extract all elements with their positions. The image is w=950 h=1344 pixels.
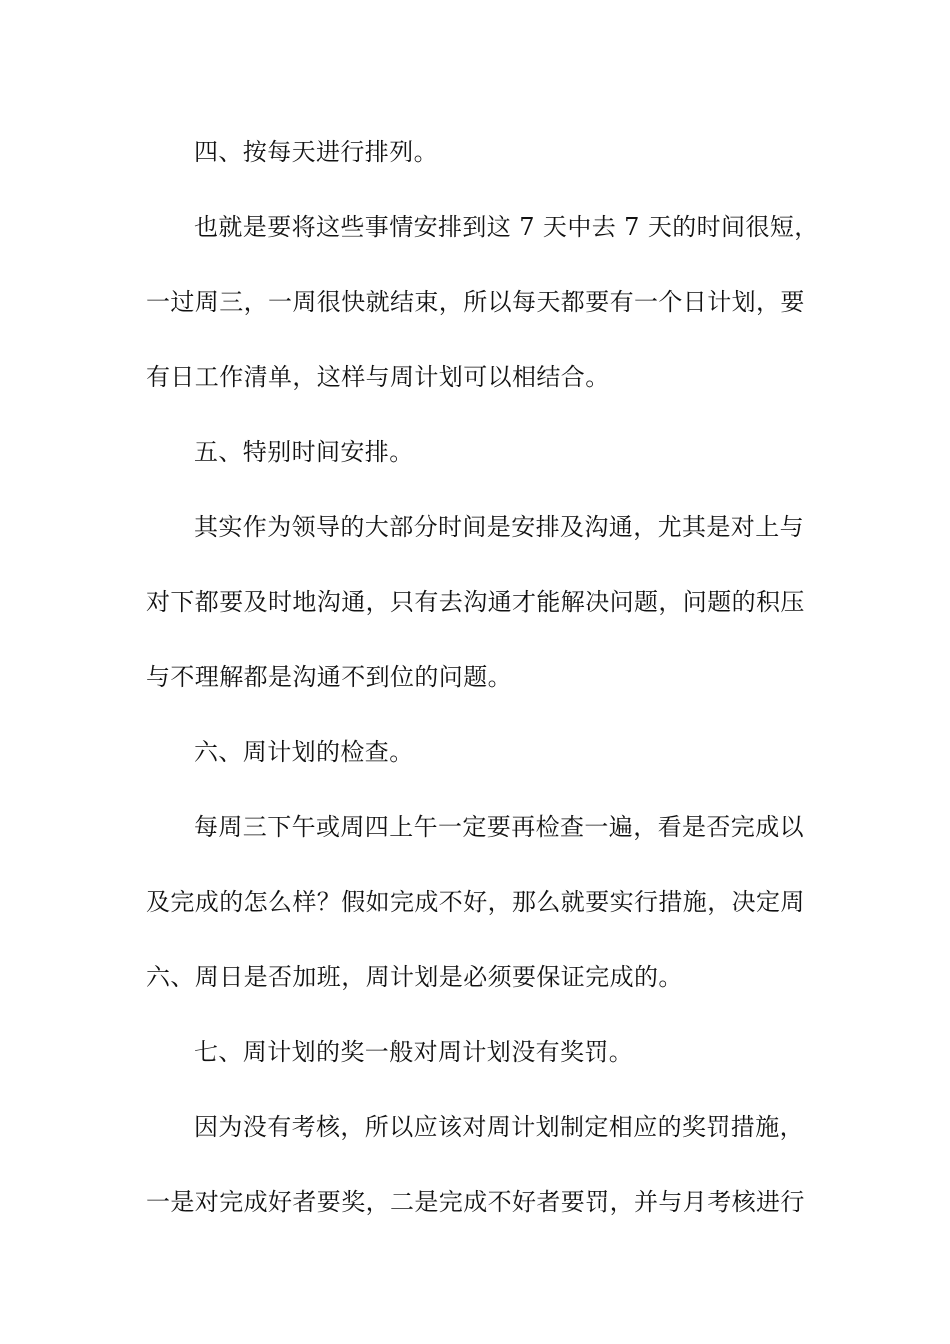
paragraph-line: 对下都要及时地沟通，只有去沟通才能解决问题，问题的积压 [146, 588, 805, 616]
paragraph-line: 一过周三，一周很快就结束，所以每天都要有一个日计划，要 [146, 288, 805, 316]
section-heading-6: 六、周计划的检查。 [194, 738, 414, 766]
paragraph-line: 六、周日是否加班，周计划是必须要保证完成的。 [146, 963, 683, 991]
section-heading-7: 七、周计划的奖一般对周计划没有奖罚。 [194, 1038, 634, 1066]
section-heading-4: 四、按每天进行排列。 [194, 138, 438, 166]
paragraph-line: 有日工作清单，这样与周计划可以相结合。 [146, 363, 610, 391]
paragraph-line: 因为没有考核，所以应该对周计划制定相应的奖罚措施， [194, 1113, 804, 1141]
paragraph-line: 与不理解都是沟通不到位的问题。 [146, 663, 512, 691]
paragraph-line: 一是对完成好者要奖，二是完成不好者要罚，并与月考核进行 [146, 1188, 805, 1216]
section-heading-5: 五、特别时间安排。 [194, 438, 414, 466]
paragraph-line: 每周三下午或周四上午一定要再检查一遍，看是否完成以 [194, 813, 804, 841]
paragraph-line: 也就是要将这些事情安排到这 7 天中去 7 天的时间很短， [194, 213, 819, 241]
paragraph-line: 其实作为领导的大部分时间是安排及沟通，尤其是对上与 [194, 513, 804, 541]
paragraph-line: 及完成的怎么样？假如完成不好，那么就要实行措施，决定周 [146, 888, 805, 916]
